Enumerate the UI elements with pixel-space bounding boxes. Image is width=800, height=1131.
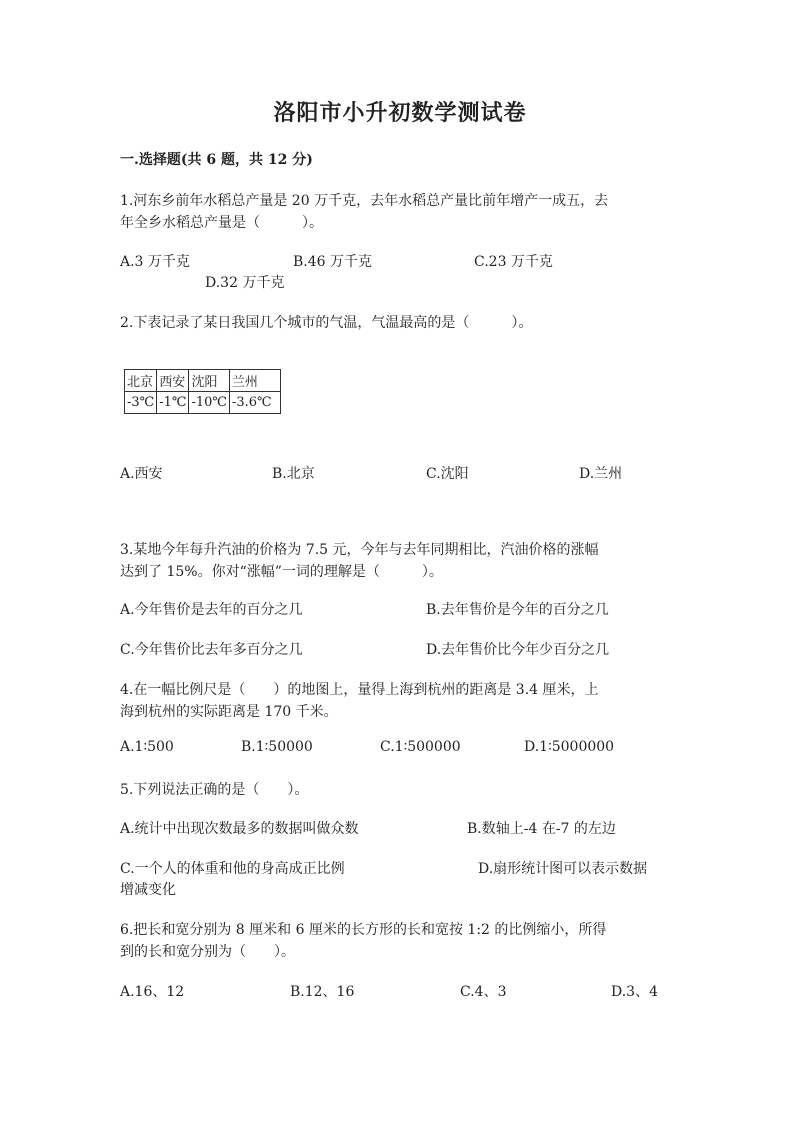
temp-cell: -10℃ [189, 392, 229, 414]
q3-option-a[interactable]: A.今年售价是去年的百分之几 [120, 602, 303, 618]
q5-option-d-continued: 增减变化 [120, 882, 176, 898]
q1-stem-line2: 年全乡水稻总产量是（ ）。 [120, 215, 323, 231]
q3-stem-line2: 达到了 15%。你对“涨幅”一词的理解是（ ）。 [120, 564, 443, 580]
city-cell: 兰州 [229, 370, 280, 392]
city-cell: 西安 [157, 370, 189, 392]
page-title: 洛阳市小升初数学测试卷 [273, 100, 527, 126]
q6-stem-line1: 6.把长和宽分别为 8 厘米和 6 厘米的长方形的长和宽按 1:2 的比例缩小，所得 [120, 922, 607, 938]
q4-option-c[interactable]: C.1∶500000 [380, 739, 461, 755]
q4-stem-line2: 海到杭州的实际距离是 170 千米。 [120, 704, 338, 720]
city-cell: 沈阳 [189, 370, 229, 392]
q5-option-c[interactable]: C.一个人的体重和他的身高成正比例 [120, 861, 345, 877]
q4-option-b[interactable]: B.1∶50000 [241, 739, 313, 755]
q1-option-b[interactable]: B.46 万千克 [293, 254, 373, 270]
q4-stem-line1: 4.在一幅比例尺是（ ）的地图上，量得上海到杭州的距离是 3.4 厘米，上 [120, 682, 599, 698]
q6-option-b[interactable]: B.12、16 [290, 984, 355, 1000]
q6-option-a[interactable]: A.16、12 [120, 984, 185, 1000]
q2-option-d[interactable]: D.兰州 [579, 466, 623, 482]
q5-stem-line1: 5.下列说法正确的是（ ）。 [120, 782, 309, 798]
q5-option-b[interactable]: B.数轴上-4 在-7 的左边 [467, 821, 616, 837]
q6-stem-line2: 到的长和宽分别为（ ）。 [120, 944, 295, 960]
city-cell: 北京 [125, 370, 157, 392]
q5-option-a[interactable]: A.统计中出现次数最多的数据叫做众数 [120, 821, 359, 837]
temp-cell: -3.6℃ [229, 392, 280, 414]
q2-option-b[interactable]: B.北京 [272, 466, 315, 482]
table-row-cities [125, 370, 281, 392]
section-heading: 一.选择题(共 6 题，共 12 分) [120, 152, 313, 168]
q1-stem-line1: 1.河东乡前年水稻总产量是 20 万千克，去年水稻总产量比前年增产一成五，去 [120, 193, 609, 209]
q2-stem-line1: 2.下表记录了某日我国几个城市的气温，气温最高的是（ ）。 [120, 315, 533, 331]
q4-option-a[interactable]: A.1∶500 [120, 739, 174, 755]
q3-option-d[interactable]: D.去年售价比今年少百分之几 [426, 642, 610, 658]
q3-stem-line1: 3.某地今年每升汽油的价格为 7.5 元，今年与去年同期相比，汽油价格的涨幅 [120, 542, 599, 558]
q3-option-c[interactable]: C.今年售价比去年多百分之几 [120, 642, 303, 658]
table-row-temps [125, 392, 281, 414]
temp-cell: -3℃ [125, 392, 157, 414]
q1-option-d[interactable]: D.32 万千克 [205, 275, 285, 291]
temperature-table [124, 369, 281, 414]
q6-option-c[interactable]: C.4、3 [460, 984, 507, 1000]
q2-option-c[interactable]: C.沈阳 [426, 466, 469, 482]
q3-option-b[interactable]: B.去年售价是今年的百分之几 [426, 602, 609, 618]
q4-option-d[interactable]: D.1∶5000000 [524, 739, 615, 755]
q1-option-c[interactable]: C.23 万千克 [474, 254, 553, 270]
q5-option-d[interactable]: D.扇形统计图可以表示数据 [478, 861, 648, 877]
q6-option-d[interactable]: D.3、4 [611, 984, 658, 1000]
temp-cell: -1℃ [157, 392, 189, 414]
q2-option-a[interactable]: A.西安 [120, 466, 163, 482]
q1-option-a[interactable]: A.3 万千克 [120, 254, 190, 270]
